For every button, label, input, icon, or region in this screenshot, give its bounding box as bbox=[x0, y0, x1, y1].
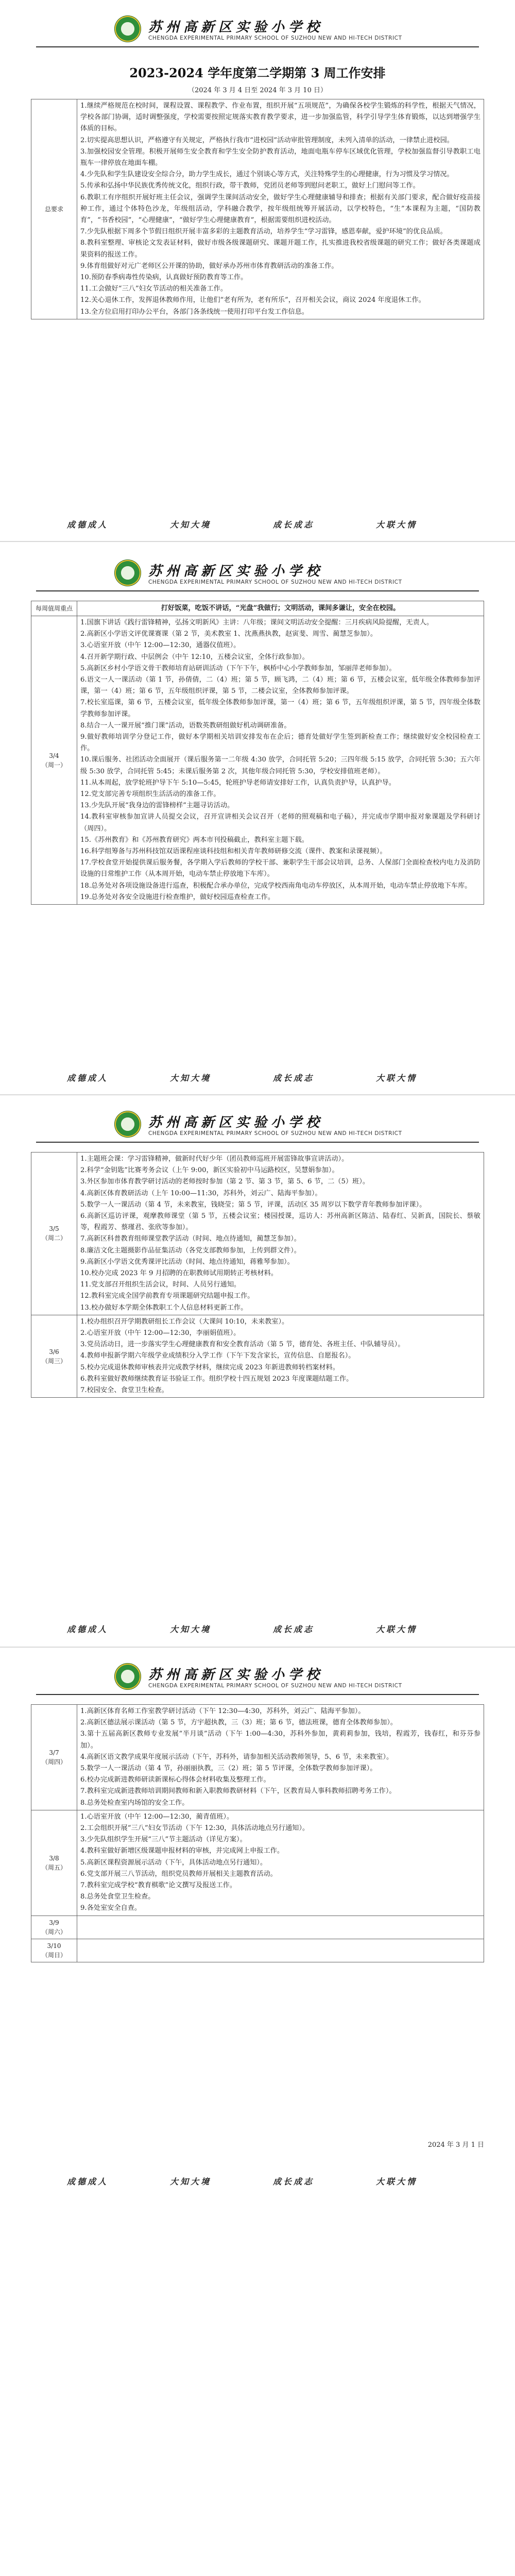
list-item: 4.少先队和学生队建设安全综合分，助力学生成长，通过个别谈心等方式，关注特殊学生的心理健康，行为习惯及学习情况。 bbox=[80, 171, 454, 179]
sign-date: 2024 年 3 月 1 日 bbox=[427, 2141, 484, 2149]
school-name: 苏州高新区实验小学校 bbox=[148, 1667, 324, 1683]
letterhead bbox=[0, 1660, 515, 1696]
page-3 bbox=[0, 1103, 515, 1638]
list-item: 3.第十五届高新区教师专业发展“半月谈”活动（下午 1:00—4:30，苏科外参加，黄莉莉参加，钱培，程霞芳，钱春红，和芬芬参加）。 bbox=[80, 1730, 480, 1750]
list-item: 7.校园安全、食堂卫生检查。 bbox=[80, 1386, 168, 1395]
day-date: 3/7 bbox=[49, 1749, 59, 1756]
list-item: 12.党支部完善专项组织生活活动的准备工作。 bbox=[80, 790, 220, 799]
day-date: 3/4 bbox=[49, 752, 59, 759]
table-row bbox=[31, 1916, 484, 1939]
document-title: 2023-2024 学年度第二学期第 3 周工作安排 bbox=[129, 65, 386, 80]
list-item: 3.党员活动日，进一步落实学生心理健康教育和安全教育活动（第 5 节，德育处、各班主任、中队辅导员）。 bbox=[80, 1341, 405, 1349]
page-footer bbox=[0, 1069, 515, 1084]
school-name: 苏州高新区实验小学校 bbox=[148, 564, 324, 579]
row-label: 每周值周重点 bbox=[31, 601, 77, 616]
page-separator bbox=[0, 1647, 515, 1648]
list-item: 2.心语室开放（中午 12:00—12:30，李丽娟值班）。 bbox=[80, 1329, 241, 1337]
weekly-plan-table-part-3 bbox=[31, 1704, 484, 1962]
page-footer bbox=[0, 2172, 515, 2188]
table-row bbox=[31, 1705, 484, 1810]
footer-slogan: 成德成人 bbox=[67, 1624, 109, 1634]
footer-slogan: 成长成志 bbox=[273, 1073, 315, 1083]
list-item: 11.工会做好“三八”妇女节活动的相关准备工作。 bbox=[80, 285, 228, 293]
list-item: 4.高新区体育教研活动（上午 10:00—11:30，苏科外，刘云广、陆海平参加）。 bbox=[80, 1189, 322, 1197]
list-item: 7.少先队根据下周多个节假日组织开展丰富多彩的主题教育活动，培养学生“学习雷锋，感恩奉献，爱护环境”的优良品质。 bbox=[80, 228, 447, 236]
list-item: 3.外区参加市体育教学研讨活动的老师按时参加（第 2 节、第 3 节，第 5、6 节，二（5）班）。 bbox=[80, 1178, 370, 1186]
page-separator bbox=[0, 541, 515, 542]
list-item: 1.高新区体育名师工作室教学研讨活动（下午 12:30—4:30，苏科外，刘云广、陆海平参加）。 bbox=[80, 1707, 365, 1715]
list-item: 7.高新区科普教育组师课堂教学活动（时间、地点待通知，蔺慧芝参加）。 bbox=[80, 1235, 301, 1243]
table-row bbox=[31, 1315, 484, 1397]
day-weekday: （周四） bbox=[41, 1758, 66, 1766]
list-item: 6.党支部开展三八节活动，组织党员教师开展相关主题教育活动。 bbox=[80, 1870, 277, 1878]
list-item: 2.切实提高思想认识，严格遵守有关规定，严格执行我市“进校园”活动审批管理制度，未列入清单的活动，一律禁止进校园。 bbox=[80, 136, 454, 144]
list-item: 4.召开新学期行政、中层例会（中午 12:10，五楼会议室，全体行政参加）。 bbox=[80, 653, 309, 661]
list-item: 6.语文一人一课活动（第 1 节，孙倩倩，二（4）班；第 5 节，顾飞鸿，二（4）班；第 6 节，五楼会议室，低年级全体教师参加评课，第一（4）班；第 6 节，五年级组织评课，第 5 节，二楼会议室，全体教师参加评课。 bbox=[80, 676, 480, 696]
list-item: 1.心语室开放（中午 12:00—12:30，蔺青值班）。 bbox=[80, 1812, 234, 1821]
school-name-en: CHENGDA EXPERIMENTAL PRIMARY SCHOOL OF SUZHOU NEW AND HI-TECH DISTRICT bbox=[148, 35, 402, 41]
day-cell bbox=[31, 1315, 77, 1397]
list-item: 2.科学“金钥匙”比赛考务会议（上午 9:00，新区实验初中马运路校区，吴慧娟参加）。 bbox=[80, 1166, 339, 1175]
day-items bbox=[77, 1916, 484, 1939]
footer-slogan: 大知大境 bbox=[170, 2177, 212, 2187]
list-item: 9.各处室安全自查。 bbox=[80, 1904, 142, 1912]
list-item: 3.少先队组织学生开展“三八”节主题活动（详见方案）。 bbox=[80, 1836, 247, 1844]
list-item: 12.关心退休工作，发挥退休教师作用，让他们“老有所为，老有所乐”，召开相关会议，商议 2024 年度退休工作。 bbox=[80, 296, 425, 304]
page-separator bbox=[0, 1094, 515, 1095]
header-rule bbox=[36, 1142, 479, 1143]
list-item: 9.高新区小学语文优秀课评比活动（时间、地点待通知，蒋雅琴参加）。 bbox=[80, 1258, 294, 1266]
list-item: 15.《苏州教育》和《苏州教育研究》两本市刊投稿截止，教科室主题下载。 bbox=[80, 836, 308, 844]
page-footer bbox=[0, 1620, 515, 1635]
list-item: 13.全方位启用打印办公平台，各部门各条线统一使用打印平台发工作信息。 bbox=[80, 308, 308, 316]
school-name: 苏州高新区实验小学校 bbox=[148, 20, 324, 35]
footer-slogan: 大联大情 bbox=[376, 2177, 418, 2187]
day-date: 3/10 bbox=[47, 1942, 61, 1950]
list-item: 12.教科室完成全国学前教育专项课题研究结题申报工作。 bbox=[80, 1292, 254, 1300]
footer-slogan: 成德成人 bbox=[67, 1073, 109, 1083]
list-item: 6.教科室做好教师继续教育证书验证工作。组织学校十四五规划 2023 年度课题结题工作。 bbox=[80, 1375, 353, 1383]
footer-slogan: 成长成志 bbox=[273, 2177, 315, 2187]
footer-slogan: 大知大境 bbox=[170, 520, 212, 530]
page-2 bbox=[0, 551, 515, 1087]
focus-text-cell bbox=[77, 601, 484, 616]
list-item: 7.教科室完成学校“教育棋歌”论文撰写及报送工作。 bbox=[80, 1882, 237, 1890]
list-item: 5.数学一人一课活动（第 4 节，孙丽丽执教，三（2）班；第 5 节评课，全体数学教师参加评课）。 bbox=[80, 1765, 377, 1773]
header-rule bbox=[36, 46, 479, 47]
school-name-en: CHENGDA EXPERIMENTAL PRIMARY SCHOOL OF SUZHOU NEW AND HI-TECH DISTRICT bbox=[148, 1130, 402, 1137]
letterhead bbox=[0, 1108, 515, 1144]
letterhead bbox=[0, 12, 515, 48]
footer-slogan: 大知大境 bbox=[170, 1624, 212, 1634]
school-logo-icon bbox=[114, 1111, 141, 1138]
day-weekday: （周五） bbox=[41, 1863, 66, 1871]
day-weekday: （周日） bbox=[41, 1951, 66, 1959]
document-date-range: （2024 年 3 月 4 日至 2024 年 3 月 10 日） bbox=[188, 87, 327, 94]
school-name-en: CHENGDA EXPERIMENTAL PRIMARY SCHOOL OF SUZHOU NEW AND HI-TECH DISTRICT bbox=[148, 1683, 402, 1689]
list-item: 18.总务处对各项设施设备进行巡查，积极配合承办单位，完成学校西南角电动车停放区，从本周开始，电动车禁止停放地下车库。 bbox=[80, 882, 472, 890]
list-item: 5.数学一人一课活动（第 4 节，未来教室，钱晓莹；第 5 节，评课，活动区 35 周岁以下数学青年教师参加评课）。 bbox=[80, 1200, 426, 1209]
list-item: 7.校长室巡课，第 6 节，五楼会议室，低年级全体教师参加评课，第一（4）班；第 6 节，五年级组织评课，第 5 节，四年级全体数学教师参加评课。 bbox=[80, 699, 480, 718]
school-logo-icon bbox=[114, 1663, 141, 1690]
page-footer bbox=[0, 515, 515, 531]
day-cell bbox=[31, 1810, 77, 1916]
list-item: 16.科学组筹备与苏州科技馆双语课程座谈科技组和相关青年教师研修交流（课件、教案和录课视频）。 bbox=[80, 848, 387, 856]
day-items bbox=[77, 1315, 484, 1397]
list-item: 5.传承和弘扬中华民族优秀传统文化，组织行政，带干教师，党团员老师等到慰问老职工，做好上门慰问等工作。 bbox=[80, 182, 420, 190]
day-items bbox=[77, 1153, 484, 1315]
list-item: 5.校办完成退休教师审核表并完成教学材料，继续完成 2023 年新进教师转档案材料。 bbox=[80, 1363, 339, 1371]
footer-slogan: 成长成志 bbox=[273, 1624, 315, 1634]
page-1 bbox=[0, 0, 515, 536]
weekly-plan-table-part-2 bbox=[31, 1152, 484, 1398]
general-items bbox=[77, 99, 484, 319]
list-item: 8.总务处食堂卫生检查。 bbox=[80, 1893, 155, 1901]
day-items bbox=[77, 1705, 484, 1810]
day-cell bbox=[31, 1916, 77, 1939]
list-item: 2.高新区小学语文评优课赛课（第 2 节，美术教室 1、沈燕燕执教，赵寅斐、周雪、蔺慧芝参加）。 bbox=[80, 630, 377, 638]
table-row bbox=[31, 616, 484, 905]
list-item: 6.校办完成新进教师研读新课标心得体会材料收集及整理工作。 bbox=[80, 1776, 270, 1784]
list-item: 8.教科室整理、审核论文发表证材料，做好市级各级课题研究、课题开题工作，扎实推进我校省级课题的研究工作；做好各类课题成果资料的报送工作。 bbox=[80, 239, 480, 259]
letterhead bbox=[0, 556, 515, 592]
list-item: 4.高新区语文教学成果年度展示活动（下午，苏科外，请参加相关活动教师领导，5、6 节，未来教室）。 bbox=[80, 1753, 393, 1761]
school-name-en: CHENGDA EXPERIMENTAL PRIMARY SCHOOL OF SUZHOU NEW AND HI-TECH DISTRICT bbox=[148, 579, 402, 585]
list-item: 7.教科室完成新进教师培训期间教师和新入职教师教研材料（下午，区教育局人事科教师招聘考务工作）。 bbox=[80, 1787, 396, 1795]
table-row bbox=[31, 1810, 484, 1916]
list-item: 6.教职工有序组织开展好班主任会议，强调学生课间活动安全，做好学生心理健康辅导和排查；根据有关部门要求，配合做好疫苗接种工作，通过个体特色沙龙，年级组活动，学科融合教学，按年级组统筹开展活动，以学校特色，“生”本课程为主题，“国防教育”，“书香校园”，“心理健康”，“做好学生心理健康教育”，根据需要组织进校活动。 bbox=[80, 193, 480, 225]
day-weekday: （周六） bbox=[41, 1928, 66, 1936]
list-item: 4.教师申报新学期六年级学业成绩积分入学工作（下午下发含家长，宣传信息、自愿报名）。 bbox=[80, 1352, 355, 1360]
school-logo-icon bbox=[114, 15, 141, 42]
table-row bbox=[31, 99, 484, 319]
day-items bbox=[77, 616, 484, 905]
list-item: 19.总务处对各安全设施进行检查维护，做好校园巡查检查工作。 bbox=[80, 893, 275, 901]
list-item: 14.教科室审核参加宣讲人员提交会议，召开宣讲相关会议召开（老师的照观稿和电子稿），并完成市学期申报对象课题及学科研讨（周四）。 bbox=[80, 813, 480, 833]
day-date: 3/6 bbox=[49, 1348, 59, 1355]
list-item: 10.校办完成 2023 年 9 月招聘的在职教师试用期转正考核材料。 bbox=[80, 1269, 278, 1278]
day-cell bbox=[31, 1153, 77, 1315]
day-cell bbox=[31, 1939, 77, 1962]
header-rule bbox=[36, 590, 479, 591]
list-item: 9.做好教师培训学分登记工作，做好本学期相关培训安排发布在企后；德育处做好学生签到新检查工作；继续做好安全校园检查工作。 bbox=[80, 733, 480, 753]
day-date: 3/9 bbox=[49, 1919, 59, 1926]
header-rule bbox=[36, 1694, 479, 1695]
day-items bbox=[77, 1939, 484, 1962]
list-item: 5.高新区乡村小学语文骨干教师培育站研训活动（下午下午，枫桥中心小学教师参加，邹丽萍老师参加）。 bbox=[80, 664, 396, 672]
footer-slogan: 成德成人 bbox=[67, 520, 109, 530]
footer-slogan: 大联大情 bbox=[376, 1073, 418, 1083]
list-item: 8.廉洁文化主题摄影作品征集活动（各党支部教师参加，上传到群文件）。 bbox=[80, 1246, 301, 1255]
list-item: 1.主题班会课：学习雷锋精神，做新时代好少年（团员教师巡班开展雷锋故事宣讲活动）。 bbox=[80, 1155, 349, 1163]
list-item: 11.党支部召开组织生活会议，时间、人员另行通知。 bbox=[80, 1281, 241, 1289]
list-item: 3.加强校园安全管理。积极开展师生安全教育和学生安全防护教育活动，地面电瓶车停车区域优化管理，学校加强监督引导教职工电瓶车一律停放在地面车棚。 bbox=[80, 147, 480, 167]
footer-slogan: 成德成人 bbox=[67, 2177, 109, 2187]
list-item: 2.工会组织开展“三八”妇女节活动（下午 12:30，具体活动地点另行通知）。 bbox=[80, 1824, 310, 1833]
list-item: 10.预防春季病毒性传染病，认真做好预防教育等工作。 bbox=[80, 274, 248, 282]
list-item: 17.学校食堂开始提供课后服务餐，各学期入学后教师的学校干部、兼职学生干部会议培训，总务、人保部门全面检查校内电力及消防设施的日常维护工作（从本周开始，电动车禁止停放地下车库）。 bbox=[80, 859, 480, 878]
day-weekday: （周三） bbox=[41, 1357, 66, 1365]
list-item: 1.国旗下讲话《践行雷锋精神，弘扬文明新风》主讲：八年级；课间文明活动安全提醒：三月疾病风险提醒，无责人。 bbox=[80, 619, 434, 626]
day-cell bbox=[31, 616, 77, 905]
day-date: 3/8 bbox=[49, 1854, 59, 1862]
weekly-plan-table-part-1 bbox=[31, 601, 484, 905]
table-row bbox=[31, 1153, 484, 1315]
footer-slogan: 大联大情 bbox=[376, 520, 418, 530]
table-row bbox=[31, 601, 484, 616]
list-item: 1.继续严格规范在校时间，课程设置、课程教学、作业布置，组织开展“五项规范”，为确保各校学生锻炼的科学性，根据天气情况，学校各部门协调，适时调整强度，学校需要按照定规落实教育教学要求，进一步加强监管，科学引导学生体育锻炼，以达到增强学生体质的目标。 bbox=[80, 102, 480, 133]
list-item: 10.课后服务、社团活动全面展开（课后服务第一二年级 4:30 放学，合同托管 5:20；三四年级 5:15 放学，合同托管 5:30；五六年级 5:30 放学，合同托管 5:45；未课后服务第 2 次，其他年级合同托管 5:30，学校安排值班老师）。 bbox=[80, 756, 480, 775]
list-item: 13.少先队开展“我身边的雷锋榜样”主题寻访活动。 bbox=[80, 802, 234, 810]
list-item: 4.教科室做好新增区级课题申报材料的审核，并完成网上申报工作。 bbox=[80, 1847, 284, 1855]
general-requirements-table bbox=[31, 99, 484, 319]
list-item: 9.体育组做好对元广老师区公开课的协助，做好承办苏州市体育教研活动的准备工作。 bbox=[80, 262, 338, 270]
footer-slogan: 成长成志 bbox=[273, 520, 315, 530]
weekly-focus: 打好饭菜，吃饭不讲话，“光盘”我做行；文明活动，课间多谦让，安全在校园。 bbox=[161, 604, 400, 612]
list-item: 6.高新区巡访评课，观摩教师课堂（第 5 节，五楼会议室；楼园授课，巡访人：苏州高新区陈洁、陆春红、吴新真，国院长、蔡敏等，程霞芳、蔡瑾君、张欣等参加）。 bbox=[80, 1212, 480, 1232]
school-logo-icon bbox=[114, 560, 141, 586]
day-cell bbox=[31, 1705, 77, 1810]
day-weekday: （周二） bbox=[41, 1234, 66, 1242]
day-date: 3/5 bbox=[49, 1225, 59, 1233]
day-items bbox=[77, 1810, 484, 1916]
list-item: 2.高新区德法展示课活动（第 5 节，方宇超执教，三（3）班；第 6 节，德法班课，德育全体教师参加）。 bbox=[80, 1719, 397, 1727]
list-item: 5.高新区课程资源展示活动（下午，具体活动地点另行通知）。 bbox=[80, 1858, 267, 1867]
footer-slogan: 大联大情 bbox=[376, 1624, 418, 1634]
row-label: 总要求 bbox=[31, 99, 77, 319]
page-4 bbox=[0, 1655, 515, 2191]
list-item: 1.校办组织召开学期教研组长工作会议（大课间 10:10，未来教室）。 bbox=[80, 1317, 289, 1326]
list-item: 11.从本周起，放学轮班护导下午 5:10—5:45，轮班护导老师请安排好工作，认真负责护导，认真护导。 bbox=[80, 778, 396, 787]
list-item: 3.心语室开放（中午 12:00—12:30，通器仪值班）。 bbox=[80, 641, 241, 650]
list-item: 13.校办做好本学期全体教职工个人信息材料更新工作。 bbox=[80, 1303, 248, 1312]
footer-slogan: 大知大境 bbox=[170, 1073, 212, 1083]
list-item: 8.结合一人一课开展“推门课”活动，语数英教研组做好机动调研准备。 bbox=[80, 721, 291, 730]
school-name: 苏州高新区实验小学校 bbox=[148, 1115, 324, 1130]
list-item: 8.总务处检查室内场馆的安全工作。 bbox=[80, 1799, 189, 1807]
day-weekday: （周一） bbox=[41, 761, 66, 769]
table-row bbox=[31, 1939, 484, 1962]
